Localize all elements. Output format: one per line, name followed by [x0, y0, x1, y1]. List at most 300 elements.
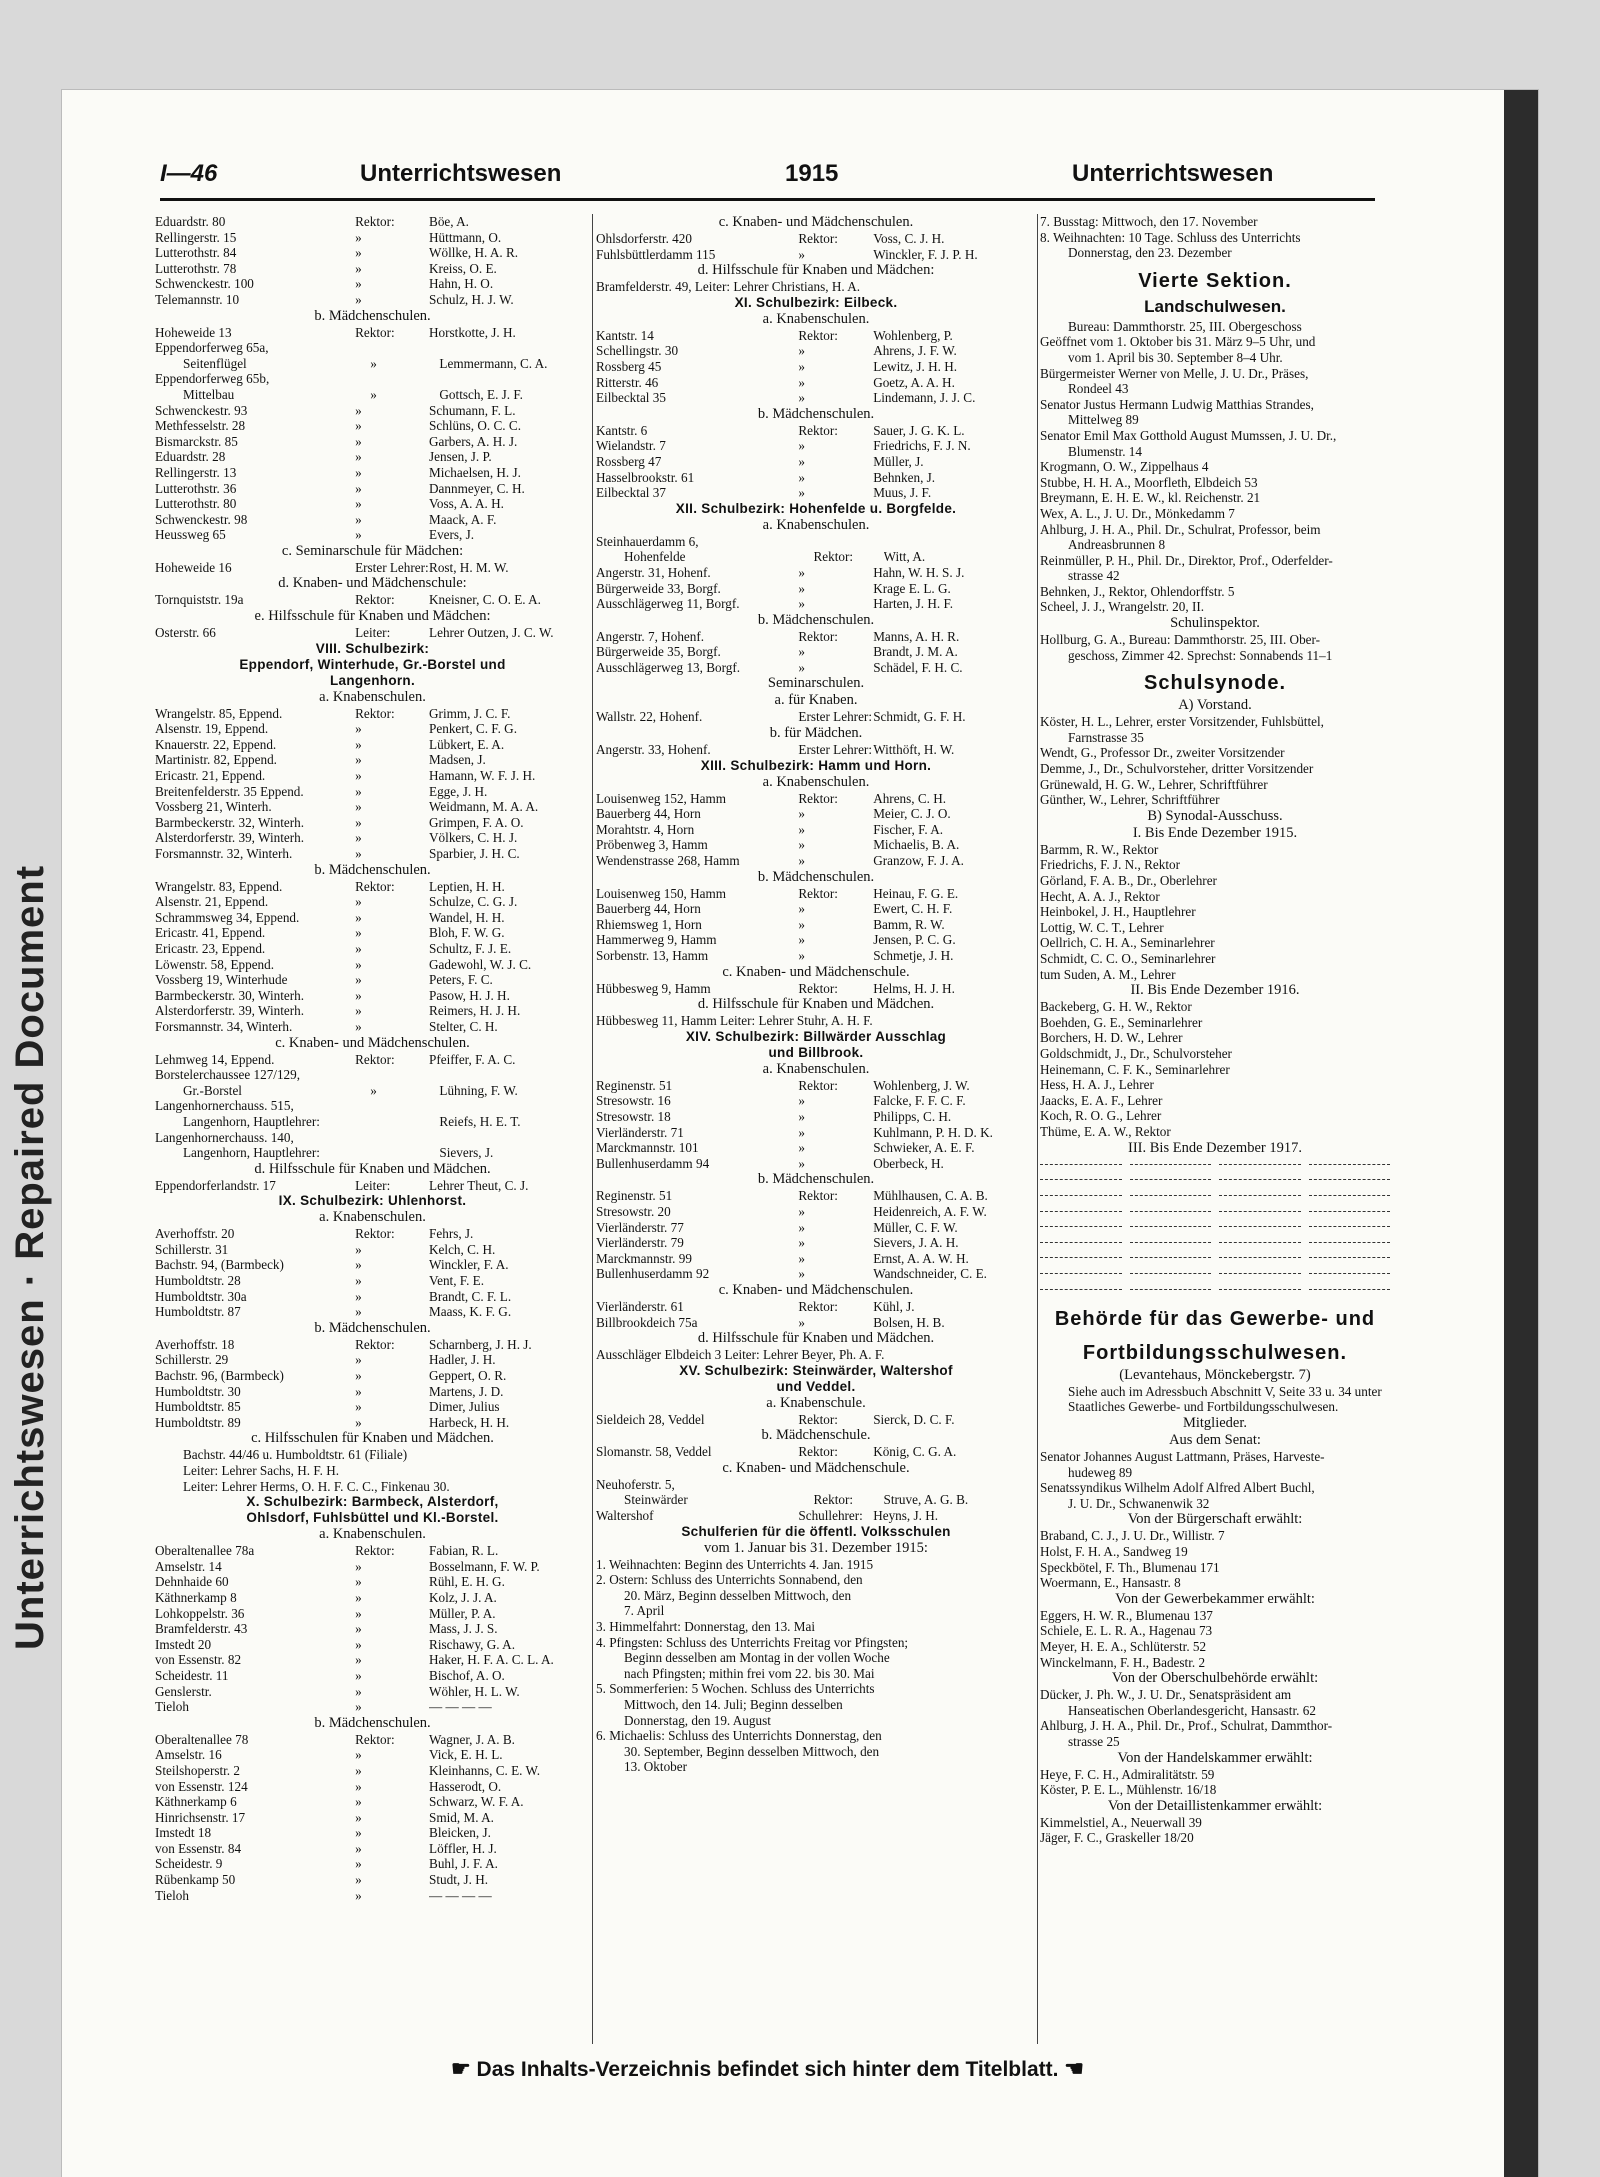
entry-role: »	[355, 956, 362, 972]
directory-entry	[596, 1412, 1036, 1428]
text-line: Friedrichs, F. J. N., Rektor	[1040, 857, 1180, 873]
directory-entry	[596, 328, 1036, 344]
text-line: Eppendorferweg 65a,	[155, 340, 269, 356]
directory-entry	[596, 1299, 1036, 1315]
directory-entry	[155, 815, 590, 831]
directory-entry	[596, 1235, 1036, 1251]
directory-entry	[155, 1732, 590, 1748]
text-line: strasse 25	[1068, 1733, 1120, 1749]
entry-address: Marckmannstr. 101	[596, 1140, 699, 1156]
entry-role: »	[355, 1273, 362, 1289]
directory-entry	[596, 981, 1036, 997]
entry-role: »	[370, 1082, 377, 1098]
entry-role: »	[355, 229, 362, 245]
directory-entry	[596, 660, 1036, 676]
entry-address: Pröbenweg 3, Hamm	[596, 837, 708, 853]
entry-role: »	[355, 940, 362, 956]
entry-role: »	[355, 925, 362, 941]
entry-name: Peters, F. C.	[429, 972, 493, 988]
entry-name: Wagner, J. A. B.	[429, 1731, 515, 1747]
entry-address: Slomanstr. 58, Veddel	[596, 1444, 712, 1460]
entry-role: »	[798, 1203, 805, 1219]
subheading: b. Mädchenschulen.	[757, 868, 875, 885]
subheading: (Levantehaus, Mönckebergstr. 7)	[1119, 1366, 1311, 1383]
directory-entry	[155, 1763, 590, 1779]
directory-entry	[155, 1779, 590, 1795]
entry-role: »	[355, 245, 362, 261]
text-line: Kimmelstiel, A., Neuerwall 39	[1040, 1814, 1202, 1830]
entry-name: Meier, C. J. O.	[873, 806, 951, 822]
subheading: Von der Detaillistenkammer erwählt:	[1107, 1797, 1323, 1814]
pointing-hand-right-icon: ☛	[450, 2056, 471, 2081]
entry-role: »	[798, 644, 805, 660]
entry-name: Wöllke, H. A. R.	[429, 245, 519, 261]
entry-role: »	[355, 752, 362, 768]
text-line: 3. Himmelfahrt: Donnerstag, den 13. Mai	[596, 1619, 816, 1635]
subheading: a. Knabenschulen.	[762, 773, 870, 790]
entry-role: Rektor:	[355, 878, 395, 894]
entry-name: Smid, M. A.	[429, 1809, 494, 1825]
directory-entry	[155, 1856, 590, 1872]
entry-role: »	[355, 1778, 362, 1794]
directory-entry	[155, 1668, 590, 1684]
entry-address: Tieloh	[155, 1699, 189, 1715]
subheading: c. Knaben- und Mädchenschulen.	[275, 1034, 470, 1051]
text-line: Köster, H. L., Lehrer, erster Vorsitzender, Fuhlsbüttel,	[1040, 714, 1324, 730]
directory-entry	[155, 1872, 590, 1888]
footer-note	[160, 2056, 1375, 2082]
subheading: d. Hilfsschule für Knaben und Mädchen:	[697, 262, 935, 279]
entry-name: König, C. G. A.	[873, 1444, 957, 1460]
entry-role: »	[355, 1383, 362, 1399]
directory-entry	[155, 988, 590, 1004]
entry-name: Pfeiffer, F. A. C.	[429, 1051, 516, 1067]
text-line: Schiele, E. L. R. A., Hagenau 73	[1040, 1623, 1213, 1639]
entry-address: Eduardstr. 28	[155, 449, 226, 465]
entry-address: Bramfelderstr. 43	[155, 1621, 248, 1637]
entry-address: Barmbeckerstr. 32, Winterh.	[155, 814, 305, 830]
entry-role: »	[355, 1667, 362, 1683]
directory-entry	[155, 418, 590, 434]
entry-name: Müller, J.	[873, 453, 924, 469]
entry-name: Fehrs, J.	[429, 1226, 474, 1242]
entry-role: Schullehrer:	[798, 1508, 863, 1524]
entry-address: Sorbenstr. 13, Hamm	[596, 948, 709, 963]
entry-address: Humboldtstr. 89	[155, 1414, 241, 1430]
text-line: Demme, J., Dr., Schulvorsteher, dritter Vorsitzender	[1040, 761, 1314, 777]
directory-entry	[155, 1003, 590, 1019]
entry-role: Erster Lehrer:	[798, 742, 872, 758]
district-heading: Eppendorf, Winterhude, Gr.-Borstel und	[239, 656, 506, 672]
text-line: 13. Oktober	[624, 1759, 687, 1775]
directory-entry	[155, 276, 590, 292]
entry-role: »	[798, 1266, 805, 1282]
entry-address: Ericastr. 21, Eppend.	[155, 768, 266, 784]
blank-entry-line	[1040, 1157, 1390, 1173]
text-line: 6. Michaelis: Schluss des Unterrichts Donnerstag, den	[596, 1728, 882, 1744]
directory-entry	[155, 1415, 590, 1431]
directory-entry	[155, 1384, 590, 1400]
entry-name: Schmidt, G. F. H.	[873, 709, 966, 725]
entry-name: Michaelis, B. A.	[873, 837, 960, 853]
entry-role: »	[355, 1636, 362, 1652]
text-line: Leiter: Lehrer Sachs, H. F. H.	[183, 1463, 340, 1478]
directory-entry	[155, 1810, 590, 1826]
entry-name: Stelter, C. H.	[429, 1018, 498, 1034]
section-vierte-sektion	[1040, 214, 1390, 1157]
subheading: A) Vorstand.	[1178, 697, 1252, 714]
entry-address: Humboldtstr. 30	[155, 1383, 241, 1399]
directory-entry	[155, 527, 590, 543]
entry-address: Eilbecktal 35	[596, 390, 666, 406]
entry-address: Hinrichsenstr. 17	[155, 1809, 246, 1825]
entry-role: »	[355, 736, 362, 752]
entry-name: Schwieker, A. E. F.	[873, 1140, 975, 1156]
text-line: Krogmann, O. W., Zippelhaus 4	[1040, 459, 1209, 475]
directory-entry	[596, 1125, 1036, 1141]
entry-address: Vierländerstr. 71	[596, 1124, 684, 1140]
directory-entry	[596, 1220, 1036, 1236]
entry-address: Eduardstr. 80	[155, 214, 226, 229]
entry-name: Horstkotte, J. H.	[429, 324, 516, 340]
entry-name: Wandschneider, C. E.	[873, 1266, 987, 1282]
entry-name: Pasow, H. J. H.	[429, 987, 510, 1003]
entry-name: Falcke, F. F. C. F.	[873, 1093, 966, 1109]
entry-address: Stresowstr. 18	[596, 1108, 671, 1124]
entry-name: Dimer, Julius	[429, 1399, 500, 1415]
entry-name: Bleicken, J.	[429, 1825, 491, 1841]
column-divider	[592, 214, 593, 2044]
directory-entry	[155, 434, 590, 450]
entry-name: Rost, H. M. W.	[429, 559, 509, 575]
entry-name: Schumann, F. L.	[429, 402, 516, 418]
entry-address: Hammerweg 9, Hamm	[596, 932, 717, 948]
district-heading: X. Schulbezirk: Barmbeck, Alsterdorf,	[246, 1494, 499, 1510]
directory-entry	[155, 1083, 590, 1099]
text-line: Donnerstag, den 19. August	[624, 1712, 771, 1728]
entry-address: Vossberg 19, Winterhude	[155, 972, 288, 988]
directory-entry	[155, 894, 590, 910]
entry-address: Alsenstr. 21, Eppend.	[155, 894, 269, 910]
entry-name: Heyns, J. H.	[873, 1508, 939, 1524]
entry-address: Fuhlsbüttlerdamm 115	[596, 246, 716, 262]
text-line: Ahlburg, J. H. A., Phil. Dr., Schulrat, Professor, beim	[1040, 521, 1321, 537]
entry-address: Schrammsweg 34, Eppend.	[155, 909, 300, 925]
entry-address: Amselstr. 14	[155, 1558, 222, 1574]
directory-entry	[596, 1251, 1036, 1267]
text-line: Steinhauerdamm 6,	[596, 533, 699, 549]
text-line: strasse 42	[1068, 568, 1120, 584]
entry-role: »	[355, 291, 362, 307]
text-line: Geöffnet vom 1. Oktober bis 31. März 9–5 Uhr, und	[1040, 334, 1316, 350]
entry-address: Wallstr. 22, Hohenf.	[596, 709, 703, 725]
entry-role: »	[355, 1605, 362, 1621]
entry-role: »	[355, 433, 362, 449]
directory-entry	[155, 1825, 590, 1841]
entry-role: »	[355, 1683, 362, 1699]
entry-role: Rektor:	[355, 1051, 395, 1067]
entry-name: Studt, J. H.	[429, 1872, 489, 1888]
entry-name: Kelch, C. H.	[429, 1241, 496, 1257]
section-title: Vierte Sektion.	[1138, 269, 1292, 292]
subheading: Von der Oberschulbehörde erwählt:	[1111, 1670, 1319, 1687]
entry-name: Struve, A. G. B.	[883, 1492, 969, 1508]
entry-address: Rübenkamp 50	[155, 1872, 236, 1888]
text-line: Farnstrasse 35	[1068, 729, 1144, 745]
entry-role: »	[798, 564, 805, 580]
entry-address: Alsterdorferstr. 39, Winterh.	[155, 830, 305, 846]
entry-name: Sierck, D. C. F.	[873, 1411, 955, 1427]
entry-address: Käthnerkamp 8	[155, 1589, 237, 1605]
text-line: Backeberg, G. H. W., Rektor	[1040, 999, 1192, 1015]
directory-entry	[596, 1188, 1036, 1204]
district-heading: XII. Schulbezirk: Hohenfelde u. Borgfelde.	[675, 500, 957, 516]
directory-entry	[596, 629, 1036, 645]
text-line: Eppendorferweg 65b,	[155, 371, 270, 387]
entry-name: Grimpen, F. A. O.	[429, 814, 524, 830]
entry-address: Vossberg 21, Winterh.	[155, 799, 272, 815]
entry-role: Rektor:	[813, 1492, 854, 1508]
subheading: b. für Mädchen.	[769, 725, 863, 742]
entry-name: Heidenreich, A. F. W.	[873, 1203, 987, 1219]
entry-role: Leiter:	[355, 1177, 391, 1193]
entry-address: Vierländerstr. 79	[596, 1235, 684, 1251]
entry-address: Kantstr. 6	[596, 422, 648, 438]
subheading: c. Knaben- und Mädchenschulen.	[718, 1281, 914, 1298]
directory-entry	[596, 644, 1036, 660]
directory-entry	[155, 941, 590, 957]
directory-entry	[596, 1266, 1036, 1282]
subheading: a. für Knaben.	[774, 692, 858, 709]
entry-name: Völkers, C. H. J.	[429, 830, 518, 846]
entry-address: Eilbecktal 37	[596, 485, 666, 501]
entry-name: Reimers, H. J. H.	[429, 1003, 521, 1019]
entry-address: Rellingerstr. 15	[155, 229, 237, 245]
entry-address: Bismarckstr. 85	[155, 433, 238, 449]
entry-address: Stresowstr. 16	[596, 1093, 671, 1109]
entry-name: Fischer, F. A.	[873, 821, 944, 837]
directory-entry	[155, 957, 590, 973]
entry-role: Rektor:	[355, 1226, 395, 1242]
entry-role: »	[355, 830, 362, 846]
directory-entry	[596, 1078, 1036, 1094]
entry-address: Lohkoppelstr. 36	[155, 1605, 245, 1621]
entry-address: Reginenstr. 51	[596, 1188, 673, 1204]
directory-entry	[596, 917, 1036, 933]
entry-address: Osterstr. 66	[155, 625, 216, 641]
entry-address: Methfesselstr. 28	[155, 418, 246, 434]
entry-name: Scharnberg, J. H. J.	[429, 1336, 532, 1352]
entry-name: Vent, F. E.	[429, 1273, 485, 1289]
entry-name: Bolsen, H. B.	[873, 1314, 945, 1330]
page-number: I—46	[160, 160, 218, 187]
text-line: Bureau: Dammthorstr. 25, III. Obergeschoss	[1068, 318, 1302, 334]
entry-name: Friedrichs, F. J. N.	[873, 438, 971, 454]
entry-role: »	[370, 386, 377, 402]
entry-role: »	[355, 1840, 362, 1856]
entry-role: »	[798, 837, 805, 853]
entry-name: Garbers, A. H. J.	[429, 433, 518, 449]
entry-name: Kreiss, O. E.	[429, 260, 497, 276]
entry-address: Marckmannstr. 99	[596, 1250, 692, 1266]
entry-address: Schellingstr. 30	[596, 343, 679, 359]
entry-address: Humboldtstr. 30a	[155, 1288, 247, 1304]
directory-entry	[596, 247, 1036, 263]
directory-entry	[155, 512, 590, 528]
directory-entry	[596, 1444, 1036, 1460]
text-line: Boehden, G. E., Seminarlehrer	[1040, 1014, 1203, 1030]
entry-role: »	[798, 485, 805, 501]
entry-role: Rektor:	[813, 549, 854, 565]
entry-name: Gottsch, E. J. F.	[439, 386, 523, 402]
entry-address: Schwenckestr. 100	[155, 276, 254, 292]
entry-role: »	[355, 276, 362, 292]
directory-entry	[155, 1289, 590, 1305]
entry-address: Käthnerkamp 6	[155, 1794, 237, 1810]
entry-address: Rellingerstr. 13	[155, 464, 237, 480]
entry-role: Rektor:	[798, 327, 838, 343]
entry-role	[370, 1145, 439, 1161]
entry-name: Schulze, C. G. J.	[429, 894, 518, 910]
text-line: Staatliches Gewerbe- und Fortbildungsschulwesen.	[1068, 1399, 1339, 1415]
entry-role: »	[798, 821, 805, 837]
text-line: Braband, C. J., J. U. Dr., Willistr. 7	[1040, 1528, 1225, 1544]
entry-address: Langenhorn, Hauptlehrer:	[183, 1113, 320, 1129]
entry-address: Ritterstr. 46	[596, 374, 659, 390]
entry-address: Heussweg 65	[155, 527, 226, 543]
entry-name: Kühl, J.	[873, 1298, 915, 1314]
entry-name: Schulz, H. J. W.	[429, 291, 514, 307]
entry-role: »	[355, 1304, 362, 1320]
entry-address: Mittelbau	[183, 386, 235, 402]
directory-entry	[155, 1399, 590, 1415]
entry-role: »	[798, 659, 805, 675]
entry-name: Manns, A. H. R.	[873, 628, 960, 644]
directory-entry	[596, 375, 1036, 391]
entry-name: Behnken, J.	[873, 469, 936, 485]
entry-name: Böe, A.	[429, 214, 469, 229]
subheading: b. Mädchenschule.	[761, 1427, 871, 1444]
subheading: b. Mädchenschulen.	[314, 307, 431, 324]
entry-address: Hohenfelde	[624, 549, 686, 565]
entry-role: »	[355, 846, 362, 861]
text-line: Meyer, H. E. A., Schlüterstr. 52	[1040, 1638, 1207, 1654]
entry-address: von Essenstr. 82	[155, 1652, 242, 1668]
directory-entry	[596, 549, 1036, 565]
directory-entry	[596, 231, 1036, 247]
pointing-hand-left-icon: ☚	[1064, 2056, 1085, 2081]
subheading: a. Knabenschulen.	[762, 1060, 870, 1077]
directory-entry	[596, 1093, 1036, 1109]
text-line: Heinbokel, J. H., Hauptlehrer	[1040, 904, 1196, 920]
subheading: Von der Bürgerschaft erwählt:	[1127, 1511, 1303, 1528]
entry-role: »	[798, 948, 805, 963]
entry-role: »	[798, 1314, 805, 1330]
entry-address: von Essenstr. 124	[155, 1778, 248, 1794]
entry-address: Ohlsdorferstr. 420	[596, 231, 692, 246]
section-gewerbe-behoerde	[1040, 1305, 1390, 1846]
text-line: Bachstr. 44/46 u. Humboldtstr. 61 (Filiale)	[183, 1447, 408, 1463]
directory-entry	[155, 799, 590, 815]
subheading: I. Bis Ende Dezember 1915.	[1132, 824, 1298, 841]
directory-entry	[155, 1574, 590, 1590]
entry-name: Lübkert, E. A.	[429, 736, 505, 752]
entry-address: Wendenstrasse 268, Hamm	[596, 853, 740, 869]
entry-role: Rektor:	[798, 1188, 838, 1204]
directory-entry	[155, 496, 590, 512]
entry-name: Schultz, F. J. E.	[429, 940, 512, 956]
entry-role: »	[355, 909, 362, 925]
subheading: Von der Handelskammer erwählt:	[1117, 1749, 1313, 1766]
text-line: Hanseatischen Oberlandesgericht, Hansastr. 62	[1068, 1702, 1316, 1718]
entry-role: »	[355, 1368, 362, 1384]
entry-role: »	[355, 768, 362, 784]
entry-name: Haker, H. F. A. C. L. A.	[429, 1652, 554, 1668]
entry-role: »	[355, 1872, 362, 1888]
entry-address: Oberaltenallee 78a	[155, 1543, 255, 1559]
entry-name: Wohlenberg, J. W.	[873, 1077, 970, 1093]
directory-entry	[596, 791, 1036, 807]
entry-role: Rektor:	[355, 324, 395, 340]
entry-role: »	[798, 1140, 805, 1156]
directory-entry	[155, 1543, 590, 1559]
entry-role: Erster Lehrer:	[355, 559, 429, 575]
entry-name: Leptien, H. H.	[429, 878, 505, 894]
subheading: a. Knabenschule.	[766, 1394, 866, 1411]
entry-name: Hasserodt, O.	[429, 1778, 502, 1794]
entry-name: Dannmeyer, C. H.	[429, 480, 525, 496]
text-line: Jäger, F. C., Graskeller 18/20	[1040, 1830, 1194, 1846]
text-line: Donnerstag, den 23. Dezember	[1068, 245, 1232, 261]
entry-address: Rossberg 47	[596, 453, 662, 469]
subheading: d. Hilfsschule für Knaben und Mädchen.	[254, 1160, 491, 1177]
entry-address: Scheidestr. 9	[155, 1856, 223, 1872]
directory-entry	[155, 245, 590, 261]
text-line: Mittelweg 89	[1068, 412, 1139, 428]
text-line: J. U. Dr., Schwanenwik 32	[1068, 1495, 1210, 1511]
directory-entry	[155, 1684, 590, 1700]
entry-address: Billbrookdeich 75a	[596, 1314, 698, 1330]
entry-role: »	[798, 1124, 805, 1140]
text-line: Senator Johannes August Lattmann, Präses, Harveste-	[1040, 1449, 1325, 1465]
directory-entry	[155, 230, 590, 246]
directory-entry	[596, 932, 1036, 948]
district-heading: IX. Schulbezirk: Uhlenhorst.	[278, 1193, 467, 1209]
entry-address: Lutterothstr. 80	[155, 496, 237, 512]
text-line: 2. Ostern: Schluss des Unterrichts Sonnabend, den	[596, 1572, 863, 1588]
directory-entry	[155, 1273, 590, 1289]
entry-address: Martinistr. 82, Eppend.	[155, 752, 277, 768]
entry-address: Hoheweide 16	[155, 559, 232, 575]
directory-entry	[155, 1337, 590, 1353]
entry-name: Hamann, W. F. J. H.	[429, 768, 536, 784]
sidebar-stamp-text: Unterrichtswesen · Repaired Document	[8, 864, 52, 1650]
entry-role: »	[798, 343, 805, 359]
text-line: Winckelmann, F. H., Badestr. 2	[1040, 1654, 1206, 1670]
entry-address: Averhoffstr. 20	[155, 1226, 235, 1242]
subheading: c. Knaben- und Mädchenschule.	[722, 1459, 910, 1476]
text-line: Heinemann, C. F. K., Seminarlehrer	[1040, 1061, 1230, 1077]
entry-name: Kleinhanns, C. E. W.	[429, 1762, 541, 1778]
directory-entry	[155, 1747, 590, 1763]
entry-name: Muus, J. F.	[873, 485, 932, 501]
text-line: Borchers, H. D. W., Lehrer	[1040, 1030, 1183, 1046]
entry-name: Rühl, E. H. G.	[429, 1574, 505, 1590]
district-heading: und Veddel.	[776, 1378, 856, 1394]
directory-entry	[155, 325, 590, 341]
directory-entry	[155, 387, 590, 403]
entry-role: »	[370, 355, 377, 371]
